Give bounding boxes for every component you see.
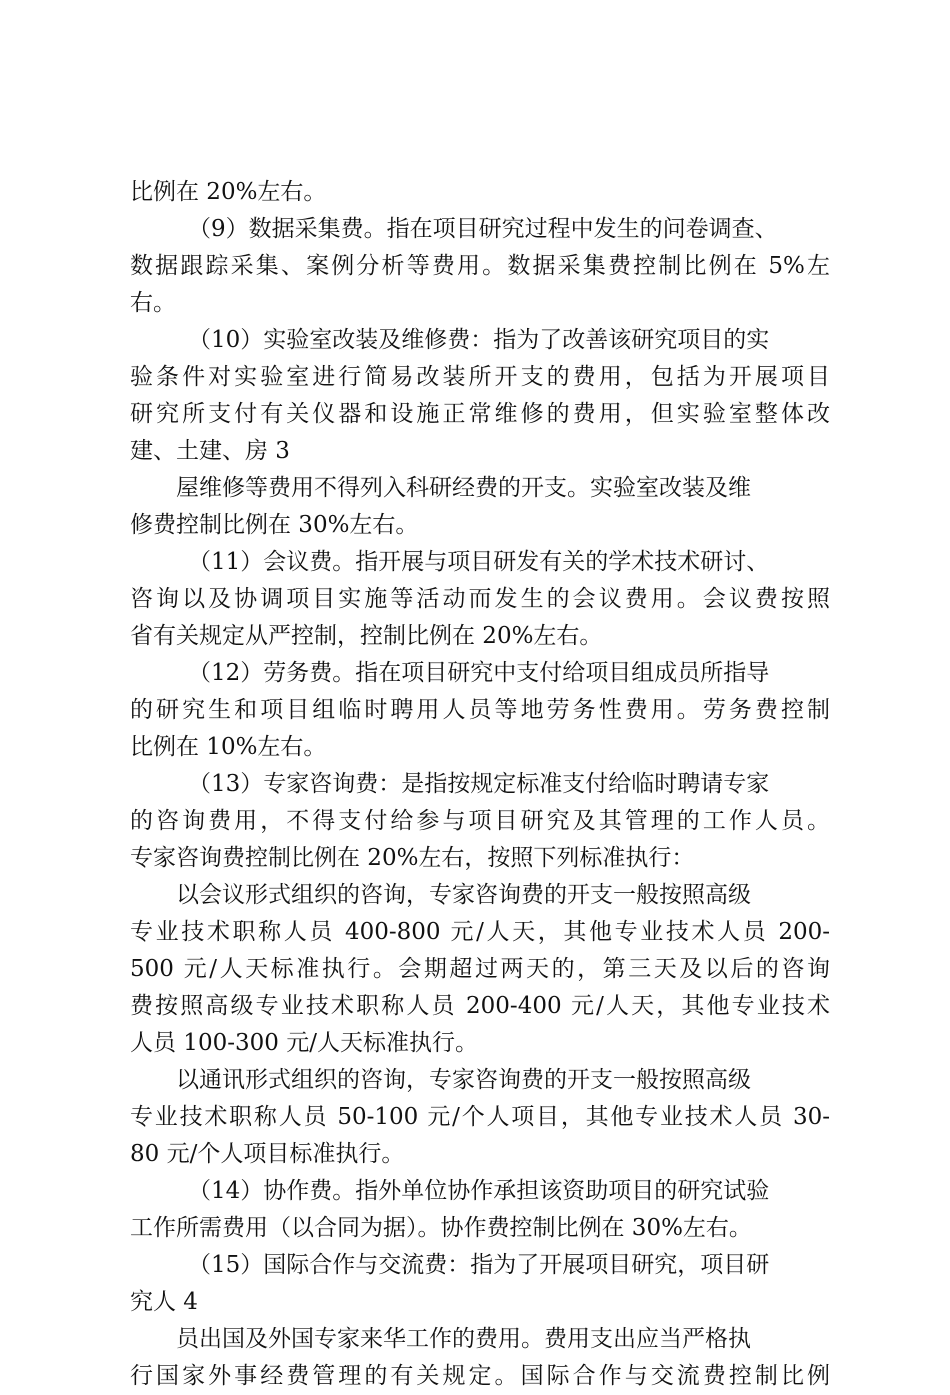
text-line: 研究所支付有关仪器和设施正常维修的费用，但实验室整体改 [130,401,830,427]
text-line: 以通讯形式组织的咨询，专家咨询费的开支一般按照高级 [176,1067,751,1093]
text-line: （10）实验室改装及维修费：指为了改善该研究项目的实 [188,327,770,353]
text-line: 屋维修等费用不得列入科研经费的开支。实验室改装及维 [176,475,751,501]
text-line: 行国家外事经费管理的有关规定。国际合作与交流费控制比例 [130,1363,830,1389]
text-line: （12）劳务费。指在项目研究中支付给项目组成员所指导 [188,660,770,686]
text-line: 验条件对实验室进行简易改装所开支的费用，包括为开展项目 [130,364,830,390]
text-line: 修费控制比例在 30%左右。 [130,512,419,538]
text-line: （13）专家咨询费：是指按规定标准支付给临时聘请专家 [188,771,770,797]
text-line: 员出国及外国专家来华工作的费用。费用支出应当严格执 [176,1326,751,1352]
text-line: 专业技术职称人员 50-100 元/个人项目，其他专业技术人员 30- [130,1104,830,1130]
text-line: 右。 [130,290,176,316]
text-line: 费按照高级专业技术职称人员 200-400 元/人天，其他专业技术 [130,993,830,1019]
text-line: （11）会议费。指开展与项目研发有关的学术技术研讨、 [188,549,770,575]
text-line: 的咨询费用，不得支付给参与项目研究及其管理的工作人员。 [130,808,830,834]
text-line: （15）国际合作与交流费：指为了开展项目研究，项目研 [188,1252,770,1278]
text-line: 人员 100-300 元/人天标准执行。 [130,1030,478,1056]
text-line: 以会议形式组织的咨询，专家咨询费的开支一般按照高级 [176,882,751,908]
document-body [130,174,830,1395]
text-line: （9）数据采集费。指在项目研究过程中发生的问卷调查、 [188,216,778,242]
text-line: 的研究生和项目组临时聘用人员等地劳务性费用。劳务费控制 [130,697,830,723]
text-line: 咨询以及协调项目实施等活动而发生的会议费用。会议费按照 [130,586,830,612]
text-line: 数据跟踪采集、案例分析等费用。数据采集费控制比例在 5%左 [130,253,830,279]
text-line: 建、土建、房 3 [130,438,290,464]
text-line: 专家咨询费控制比例在 20%左右，按照下列标准执行： [130,845,695,871]
text-line: 专业技术职称人员 400-800 元/人天，其他专业技术人员 200- [130,919,830,945]
text-line: （14）协作费。指外单位协作承担该资助项目的研究试验 [188,1178,770,1204]
text-line: 比例在 20%左右。 [130,179,327,205]
text-line: 比例在 10%左右。 [130,734,327,760]
text-line: 究人 4 [130,1289,198,1315]
text-line: 省有关规定从严控制，控制比例在 20%左右。 [130,623,603,649]
text-line: 工作所需费用（以合同为据）。协作费控制比例在 30%左右。 [130,1215,752,1241]
text-line: 500 元/人天标准执行。会期超过两天的，第三天及以后的咨询 [130,956,830,982]
text-line: 80 元/个人项目标准执行。 [130,1141,405,1167]
